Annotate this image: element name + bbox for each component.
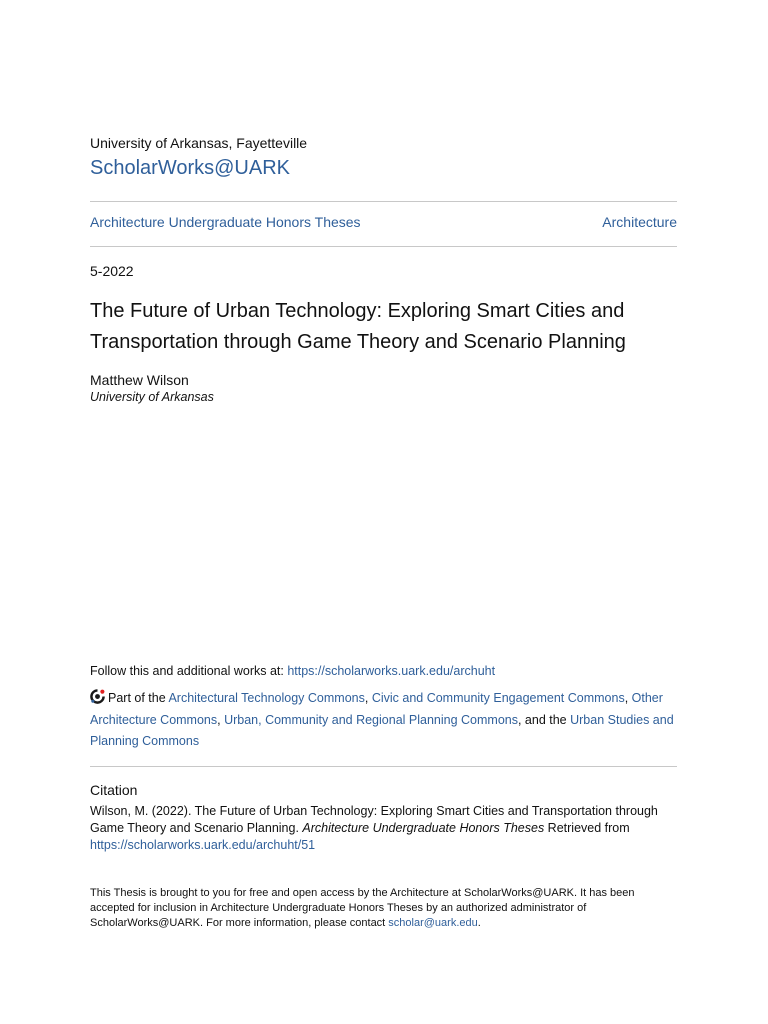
commons-link-urban-community-regional-planning[interactable]: Urban, Community and Regional Planning Commons [224,712,518,727]
citation-heading: Citation [90,782,138,798]
part-of-prefix: Part of the [108,691,169,705]
department-link[interactable]: Architecture [602,214,677,230]
follow-line [90,664,495,678]
follow-prefix: Follow this and additional works at: [90,664,288,678]
commons-link-urban-studies-planning[interactable]: Urban Studies and Planning Commons [90,712,674,748]
document-title: The Future of Urban Technology: Exploring Smart Cities and Transportation through Game Theory and Scenario Planning [90,300,626,353]
divider-citation [90,766,677,767]
divider-header [90,246,677,247]
citation-link[interactable]: https://scholarworks.uark.edu/archuht/51 [90,838,316,852]
citation-series: Architecture Undergraduate Honors Theses [302,821,545,835]
commons-link-civic-community-engagement[interactable]: Civic and Community Engagement Commons [371,691,625,705]
part-of-commons: Part of the Architectural Technology Commons, Civic and Community Engagement Commons, Other Architecture Commons, Urban, Community and Regional Planning Commons, and the Urban Studies and Planning Commons [90,691,674,748]
institution-name: University of Arkansas, Fayetteville [90,135,308,151]
contact-email-link[interactable]: scholar@uark.edu [388,916,478,929]
follow-link[interactable]: https://scholarworks.uark.edu/archuht [287,664,496,678]
author-affiliation: University of Arkansas [90,390,214,404]
divider-top [90,201,677,202]
citation-text: Wilson, M. (2022). The Future of Urban Technology: Exploring Smart Cities and Transportation through Game Theory and Scenario Planning. Architecture Undergraduate Honors Theses Retrieved from https://scholarworks.uark.edu/archuht/51 [90,804,658,852]
author-name: Matthew Wilson [90,372,189,388]
publication-date: 5-2022 [90,263,134,279]
network-commons-icon [90,689,105,704]
repository-link[interactable]: ScholarWorks@UARK [90,157,290,179]
series-link[interactable]: Architecture Undergraduate Honors Theses [90,214,361,230]
commons-link-architectural-technology[interactable]: Architectural Technology Commons [168,691,365,705]
access-note: This Thesis is brought to you for free and open access by the Architecture at ScholarWorks@UARK. It has been accepted for inclusion in Architecture Undergraduate Honors Theses by an authorized administrator of ScholarWorks@UARK. For more information, please contact scholar@uark.edu. [90,887,635,929]
commons-link-other-architecture[interactable]: Other Architecture Commons [90,691,663,727]
